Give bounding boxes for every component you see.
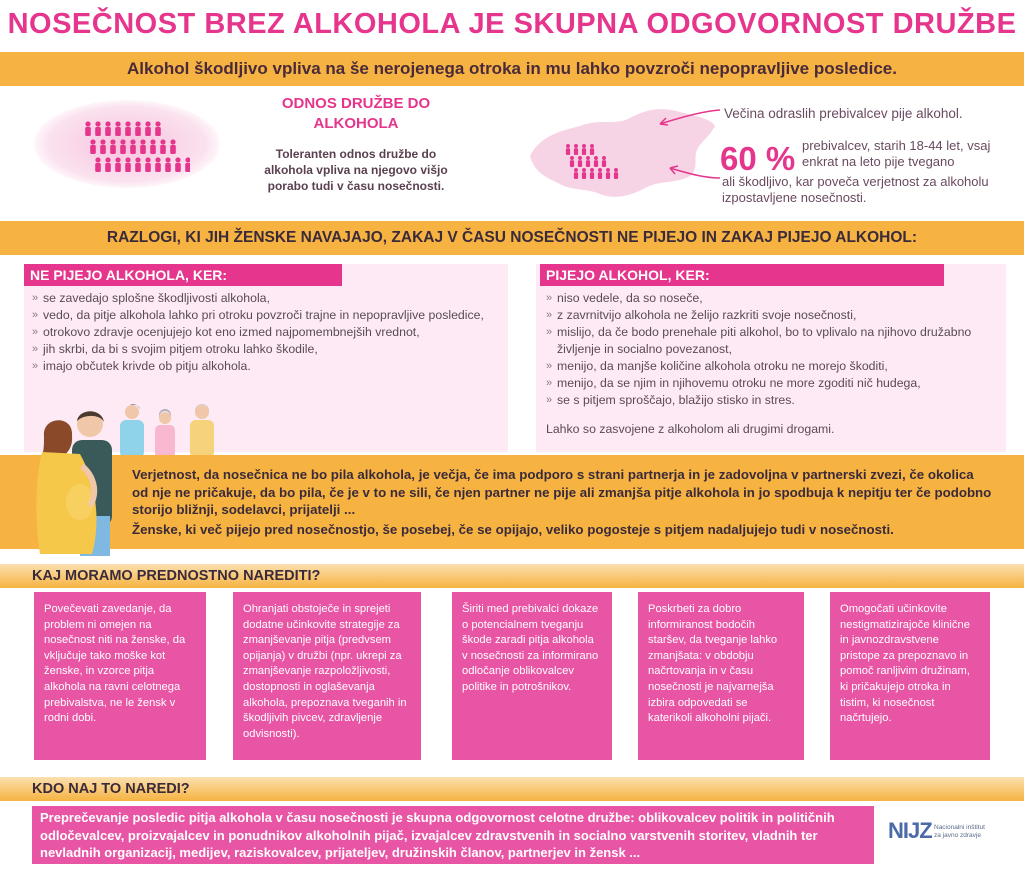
person-head: [110, 139, 115, 144]
person-head: [95, 157, 100, 162]
person-body: [175, 163, 181, 172]
person-head: [135, 121, 140, 126]
couple-illustration: [22, 406, 126, 556]
person-body: [578, 160, 582, 167]
person-head: [90, 139, 95, 144]
person-body: [145, 163, 151, 172]
continuation-text: Ženske, ki več pijejo pred nosečnostjo, še posebej, če se opijajo, veliko pogosteje s pitjem nadaljujejo tudi v nosečnosti.: [132, 522, 894, 537]
person-body: [135, 127, 141, 136]
person-body: [594, 160, 598, 167]
slovenia-map-icon: [520, 96, 720, 206]
person-head: [606, 168, 610, 172]
person-head: [602, 156, 606, 160]
priority-card-strategies: Ohranjati obstoječe in sprejeti dodatne učinkovite strategije za zmanjševanje pitja (predvsem opijanja) v družbi (npr. ukrepi za zmanjševanje razpoložljivosti, dostopnosti in oglaševanja alkohola, prepoznava tveganih in škodljivih pivcev, zdravljenje odvisnosti).: [233, 592, 421, 760]
person-head: [175, 157, 180, 162]
person-body: [110, 145, 116, 154]
person-head: [594, 156, 598, 160]
person-head: [145, 121, 150, 126]
person-body: [95, 163, 101, 172]
fact-adults: Večina odraslih prebivalcev pije alkohol.: [724, 106, 963, 121]
person-body: [574, 172, 578, 179]
person-body: [165, 163, 171, 172]
priority-card-evidence: Širiti med prebivalci dokaze o potencialnem tveganju škode zaradi pitja alkohola v nosečnosti za informirano odločanje oblikovalcev politike in potrošnikov.: [452, 592, 612, 760]
person-head: [155, 121, 160, 126]
person-head: [120, 139, 125, 144]
person-body: [185, 163, 190, 172]
fact-detail-2: ali škodljivo, kar poveča verjetnost za alkoholu izpostavljene nosečnosti.: [722, 174, 989, 205]
person-body: [105, 163, 111, 172]
odnos-heading: ODNOS DRUŽBE DO ALKOHOLA: [281, 95, 431, 132]
priority-card-awareness: Povečevati zavedanje, da problem ni omejen na nosečnost niti na ženske, da vključuje tako moške kot ženske, in vzorce pitja alkohola na ravni celotnega prebivalstva, ne le žensk v rodni dobi.: [34, 592, 206, 760]
responsibility-text: Preprečevanje posledic pitja alkohola v času nosečnosti je skupna odgovornost celotne družbe: oblikovalcev politik in političnih odločevalcev, proizvajalcev in ponudnikov alkoholnih pijač, izvajalcev zdravstvenih in socialno varstvenih storitev, vladnih ter nevladnih organizacij, medijev, raziskovalcev, prijateljev, družinskih članov, partnerjev in žensk ...: [32, 806, 874, 864]
person-head: [105, 121, 110, 126]
person-body: [160, 145, 166, 154]
fact-detail-1: prebivalcev, starih 18-44 let, vsaj enkrat na leto pije tvegano: [802, 138, 991, 169]
person-head: [582, 168, 586, 172]
who-header: [0, 777, 1024, 801]
list-item: » se zavedajo splošne škodljivosti alkohola,: [32, 290, 502, 307]
list-item: » mislijo, da če bodo prenehale piti alkohol, bo to vplivalo na njihovo družabno življenje in socialno povezanost,: [546, 324, 1000, 358]
person-body: [100, 145, 106, 154]
reasons-banner: RAZLOGI, KI JIH ŽENSKE NAVAJAJO, ZAKAJ V ČASU NOSEČNOSTI NE PIJEJO IN ZAKAJ PIJEJO ALKOHOL:: [0, 221, 1024, 255]
person-head: [130, 139, 135, 144]
drinking-heading: PIJEJO ALKOHOL, KER:: [540, 264, 944, 286]
not-drinking-list: [32, 290, 502, 375]
person-body: [582, 172, 586, 179]
person-head: [170, 139, 175, 144]
person-body: [145, 127, 151, 136]
person-head: [125, 157, 130, 162]
person-body: [135, 163, 141, 172]
intro-banner: Alkohol škodljivo vpliva na še nerojenega otroka in mu lahko povzroči nepopravljive posledice.: [0, 52, 1024, 86]
person-head: [145, 157, 150, 162]
addiction-note: Lahko so zasvojene z alkoholom ali drugimi drogami.: [546, 422, 835, 436]
list-item: » niso vedele, da so noseče,: [546, 290, 1000, 307]
person-body: [574, 148, 578, 155]
crowd-icon: [70, 112, 190, 178]
list-item: » vedo, da pitje alkohola lahko pri otroku povzroči trajne in nepopravljive posledice,: [32, 307, 502, 324]
priority-card-clinical: Omogočati učinkovite nestigmatizirajoče klinične in javnozdravstvene pristope za prepoznavo in pomoč ranljivim družinam, ki pričakujejo otroka in tistim, ki nosečnost načrtujejo.: [830, 592, 990, 760]
person-head: [598, 168, 602, 172]
nijz-logo[interactable]: [888, 818, 1008, 852]
person-head: [185, 157, 190, 162]
person-head: [614, 168, 618, 172]
person-head: [95, 121, 100, 126]
person-body: [602, 160, 606, 167]
drinking-panel: [536, 264, 1006, 452]
priorities-header: [0, 564, 1024, 588]
person-body: [566, 148, 570, 155]
person-head: [590, 144, 594, 148]
person-head: [574, 168, 578, 172]
list-item: » jih skrbi, da bi s svojim pitjem otroku lahko škodile,: [32, 341, 502, 358]
person-body: [614, 172, 618, 179]
person-head: [105, 157, 110, 162]
list-item: » imajo občutek krivde ob pitju alkohola.: [32, 358, 502, 375]
person-body: [150, 145, 156, 154]
person-body: [570, 160, 574, 167]
list-item: » menijo, da se njim in njihovemu otroku ne more zgoditi nič hudega,: [546, 375, 1000, 392]
person-head: [155, 157, 160, 162]
person-body: [590, 172, 594, 179]
person-body: [125, 127, 131, 136]
priority-card-parents: Poskrbeti za dobro informiranost bodočih staršev, da tveganje lahko zmanjšata: v obdobju načrtovanja in v času nosečnosti je najvarnejša izbira odpovedati se katerikoli alkoholni pijači.: [638, 592, 804, 760]
drinking-list: [546, 290, 1000, 409]
person-body: [582, 148, 586, 155]
person-body: [170, 145, 176, 154]
person-body: [95, 127, 101, 136]
person-head: [140, 139, 145, 144]
person-body: [586, 160, 590, 167]
person-body: [598, 172, 602, 179]
list-item: » menijo, da manjše količine alkohola otroku ne morejo škoditi,: [546, 358, 1000, 375]
person-head: [582, 144, 586, 148]
person-head: [115, 157, 120, 162]
person-body: [115, 127, 121, 136]
person-body: [85, 127, 91, 136]
person-body: [90, 145, 96, 154]
person-body: [140, 145, 146, 154]
person-body: [155, 127, 161, 136]
person-body: [590, 148, 594, 155]
list-item: » otrokovo zdravje ocenjujejo kot eno izmed najpomembnejših vrednot,: [32, 324, 502, 341]
person-head: [115, 121, 120, 126]
who-heading: KDO NAJ TO NAREDI?: [32, 781, 190, 797]
person-body: [155, 163, 161, 172]
odnos-text: Toleranten odnos družbe do alkohola vpliva na njegovo višjo porabo tudi v času nosečnosti.: [264, 147, 448, 193]
person-head: [574, 144, 578, 148]
family-illustration: [110, 402, 230, 458]
person-head: [100, 139, 105, 144]
list-item: » se s pitjem sproščajo, blažijo stisko in stres.: [546, 392, 1000, 409]
person-head: [150, 139, 155, 144]
person-head: [165, 157, 170, 162]
person-head: [125, 121, 130, 126]
list-item: » z zavrnitvijo alkohola ne želijo razkriti svoje nosečnosti,: [546, 307, 1000, 324]
priorities-heading: KAJ MORAMO PREDNOSTNO NAREDITI?: [32, 568, 321, 584]
person-body: [125, 163, 131, 172]
person-head: [586, 156, 590, 160]
person-head: [160, 139, 165, 144]
logo-subtitle: Nacionalni inštitut za javno zdravje: [934, 824, 985, 839]
fact-percent: 60 %: [720, 140, 796, 177]
person-head: [590, 168, 594, 172]
person-head: [566, 144, 570, 148]
person-body: [115, 163, 121, 172]
person-body: [105, 127, 111, 136]
person-body: [120, 145, 126, 154]
page-title: NOSEČNOST BREZ ALKOHOLA JE SKUPNA ODGOVORNOST DRUŽBE: [7, 8, 1017, 40]
support-text: Verjetnost, da nosečnica ne bo pila alkohola, je večja, če ima podporo s strani partnerja in je zadovoljna v partnerski zvezi, če okolica od nje ne pričakuje, da bo pila, če je v to ne sili, če njen partner ne pije ali zmanjša pitje alkohola in jo spodbuja k nepitju ter če podobno storijo bližnji, sodelavci, prijatelji ...: [132, 467, 992, 517]
person-body: [130, 145, 136, 154]
person-head: [570, 156, 574, 160]
not-drinking-heading: NE PIJEJO ALKOHOLA, KER:: [24, 264, 342, 286]
person-head: [85, 121, 90, 126]
logo-name: NIJZ: [888, 818, 932, 843]
person-head: [578, 156, 582, 160]
person-body: [606, 172, 610, 179]
person-head: [135, 157, 140, 162]
